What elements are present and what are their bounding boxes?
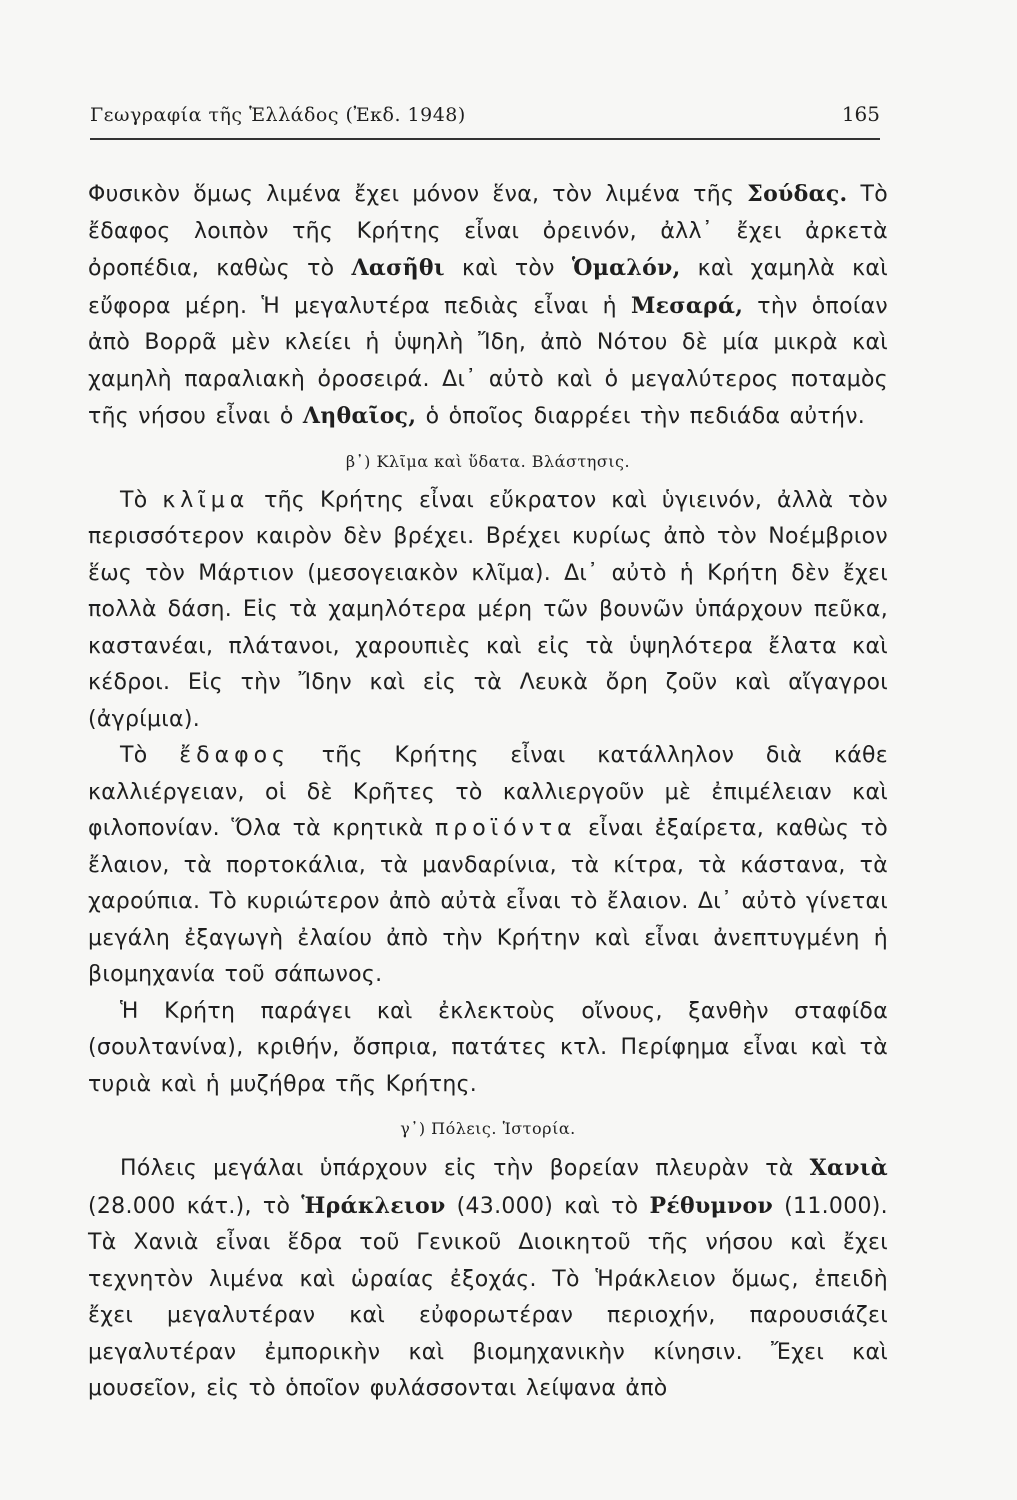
running-title: Γεωγραφία τῆς Ἑλλάδος (Ἐκδ. 1948) (90, 104, 466, 126)
text-run: Πόλεις μεγάλαι ὑπάρχουν εἰς τὴν βορείαν πλευρὰν τὰ (120, 1156, 810, 1181)
text-run: (11.000). Τὰ Χανιὰ εἶναι ἕδρα τοῦ Γενικοῦ Διοικητοῦ τῆς νήσου καὶ ἔχει τεχνητὸν λιμένα καὶ ὡραίας ἐξοχάς. Τὸ Ἡράκλειον ὅμως, ἐπειδὴ ἔχει μεγαλυτέραν καὶ εὐφορωτέραν περιοχήν, παρουσιάζει μεγαλυτέραν ἐμπορικὴν καὶ βιομηχανικὴν κίνησιν. Ἔχει καὶ μουσεῖον, εἰς τὸ ὁποῖον φυλάσσονται λείψανα ἀπὸ (88, 1193, 888, 1401)
page-header (90, 104, 880, 144)
spaced-term: ἔδαφος (179, 743, 290, 768)
bold-term: Ληθαῖος, (302, 403, 417, 429)
section-heading-climate: β᾽) Κλῖμα καὶ ὕδατα. Βλάστησις. (345, 451, 631, 471)
paragraph-soil (88, 738, 888, 994)
text-run: (43.000) καὶ τὸ (445, 1193, 650, 1219)
text-run: ὁ ὁποῖος διαρρέει τὴν πεδιάδα αὐτήν. (416, 404, 866, 429)
spaced-term: προϊόντα (435, 816, 577, 841)
text-run: τὴν ὁποίαν ἀπὸ Βορρᾶ μὲν κλείει ἡ ὑψηλὴ Ἴδη, ἀπὸ Νότου δὲ μία μικρὰ καὶ χαμηλὴ παραλιακὴ ὀροσειρά. Δι᾽ αὐτὸ καὶ ὁ μεγαλύτερος ποταμὸς τῆς νήσου εἶναι ὁ (88, 293, 888, 429)
text-run: Τὸ (120, 743, 180, 768)
header-rule (90, 138, 880, 140)
page-number: 165 (841, 102, 880, 126)
paragraph-products (88, 994, 888, 1104)
text-run: (28.000 κάτ.), τὸ (88, 1193, 302, 1219)
bold-term: Ὁμαλόν, (571, 255, 681, 281)
text-run: τῆς Κρήτης εἶναι κατάλληλον διὰ κάθε καλλιέργειαν, οἱ δὲ Κρῆτες τὸ καλλιεργοῦν μὲ ἐπιμέλειαν καὶ φιλοπονίαν. Ὅλα τὰ κρητικὰ (88, 743, 888, 841)
text-run: Ἡ Κρήτη παράγει καὶ ἐκλεκτοὺς οἴνους, ξανθὴν σταφίδα (σουλτανίνα), κριθήν, ὄσπρια, πατάτες κτλ. Περίφημα εἶναι καὶ τὰ τυριὰ καὶ ἡ μυζήθρα τῆς Κρήτης. (88, 998, 888, 1097)
text-run: καὶ χαμηλὰ καὶ εὔφορα μέρη. Ἡ μεγαλυτέρα πεδιὰς εἶναι ἡ (88, 256, 888, 319)
paragraph-climate (88, 483, 888, 739)
section-heading-cities: γ᾽) Πόλεις. Ἱστορία. (400, 1119, 576, 1138)
text-run: εἶναι ἐξαίρετα, καθὼς τὸ ἔλαιον, τὰ πορτοκάλια, τὰ μανδαρίνια, τὰ κίτρα, τὰ κάστανα, τὰ χαρούπια. Τὸ κυριώτερον ἀπὸ αὐτὰ εἶναι τὸ ἔλαιον. Δι᾽ αὐτὸ γίνεται μεγάλη ἐξαγωγὴ ἐλαίου ἀπὸ τὴν Κρήτην καὶ εἶναι ἀνεπτυγμένη ἡ βιομηχανία τοῦ σάπωνος. (88, 816, 888, 987)
bold-term: Λασῆθι (351, 255, 445, 281)
paragraph-terrain (88, 176, 888, 436)
text-run: τῆς Κρήτης εἶναι εὔκρατον καὶ ὑγιεινόν, ἀλλὰ τὸν περισσότερον καιρὸν δὲν βρέχει. Βρέχει κυρίως ἀπὸ τὸν Νοέμβριον ἕως τὸν Μάρτιον (μεσογειακὸν κλῖμα). Δι᾽ αὐτὸ ἡ Κρήτη δὲν ἔχει πολλὰ δάση. Εἰς τὰ χαμηλότερα μέρη τῶν βουνῶν ὑπάρχουν πεῦκα, καστανέαι, πλάτανοι, χαρουπιὲς καὶ εἰς τὰ ὑψηλότερα ἔλατα καὶ κέδροι. Εἰς τὴν Ἴδην καὶ εἰς τὰ Λευκὰ ὄρη ζοῦν καὶ αἴγαγροι (ἀγρίμια). (88, 487, 888, 732)
bold-term: Μεσαρά, (630, 292, 744, 319)
bold-term: Σούδας. (747, 181, 848, 207)
bold-term: Ρέθυμνον (649, 1192, 774, 1219)
text-run: Τὸ (120, 487, 163, 513)
bold-term: Χανιὰ (809, 1155, 888, 1181)
page-body (88, 176, 888, 1408)
spaced-term: κλῖμα (162, 487, 250, 513)
paragraph-cities (88, 1150, 888, 1408)
text-run: καὶ τὸν (444, 256, 572, 281)
text-run: Τὸ ἔδαφος λοιπὸν τῆς Κρήτης εἶναι ὀρεινόν, ἀλλ᾽ ἔχει ἀρκετὰ ὀροπέδια, καθὼς τὸ (88, 182, 889, 281)
bold-term: Ἡράκλειον (301, 1192, 446, 1219)
text-run: Φυσικὸν ὅμως λιμένα ἔχει μόνον ἕνα, τὸν λιμένα τῆς (88, 182, 748, 207)
